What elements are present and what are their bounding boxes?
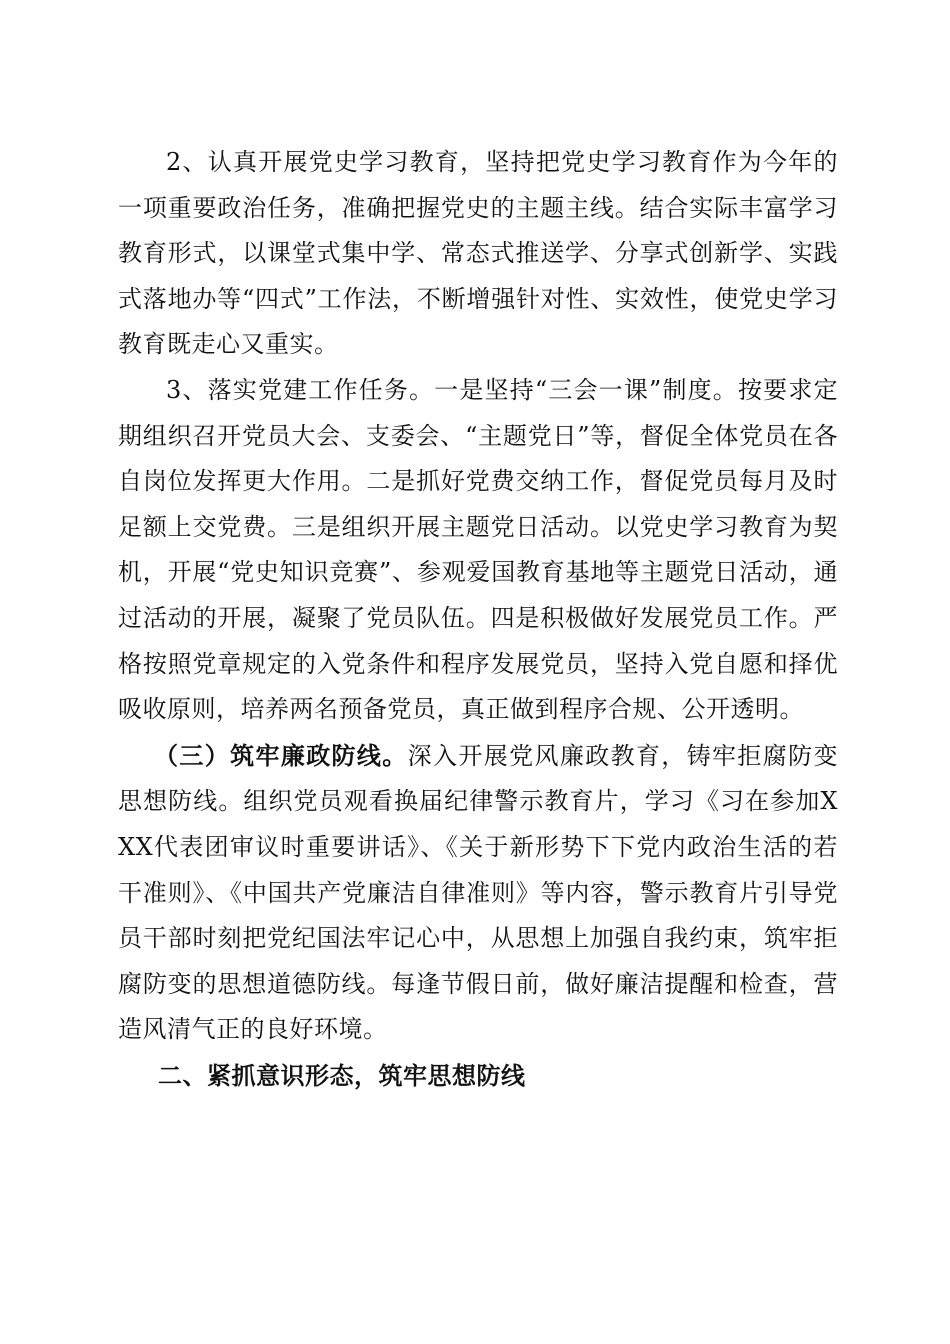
paragraph-integrity-defense (118, 733, 838, 1053)
paragraph-party-building-tasks: 3、落实党建工作任务。一是坚持“三会一课”制度。按要求定期组织召开党员大会、支委会、“主题党日”等，督促全体党员在各自岗位发挥更大作用。二是抓好党费交纳工作，督促党员每月及时足额上交党费。三是组织开展主题党日活动。以党史学习教育为契机，开展“党史知识竞赛”、参观爱国教育基地等主题党日活动，通过活动的开展，凝聚了党员队伍。四是积极做好发展党员工作。严格按照党章规定的入党条件和程序发展党员，坚持入党自愿和择优吸收原则，培养两名预备党员，真正做到程序合规、公开透明。 (118, 375, 838, 724)
section-heading: 二、紧抓意识形态，筑牢思想防线 (158, 1060, 526, 1090)
subsection-heading: （三）筑牢廉政防线。 (154, 740, 408, 770)
paragraph-party-history-education: 2、认真开展党史学习教育，坚持把党史学习教育作为今年的一项重要政治任务，准确把握党史的主题主线。结合实际丰富学习教育形式，以课堂式集中学、常态式推送学、分享式创新学、实践式落地办等“四式”工作法，不断增强针对性、实效性，使党史学习教育既走心又重实。 (118, 148, 838, 359)
paragraph-integrity-body: 深入开展党风廉政教育，铸牢拒腐防变思想防线。组织党员观看换届纪律警示教育片，学习《习在参加XXX代表团审议时重要讲话》、《关于新形势下下党内政治生活的若干准则》、《中国共产党廉洁自律准则》等内容，警示教育片引导党员干部时刻把党纪国法牢记心中，从思想上加强自我约束，筑牢拒腐防变的思想道德防线。每逢节假日前，做好廉洁提醒和检查，营造风清气正的良好环境。 (118, 741, 839, 1044)
document-body (118, 140, 838, 1098)
